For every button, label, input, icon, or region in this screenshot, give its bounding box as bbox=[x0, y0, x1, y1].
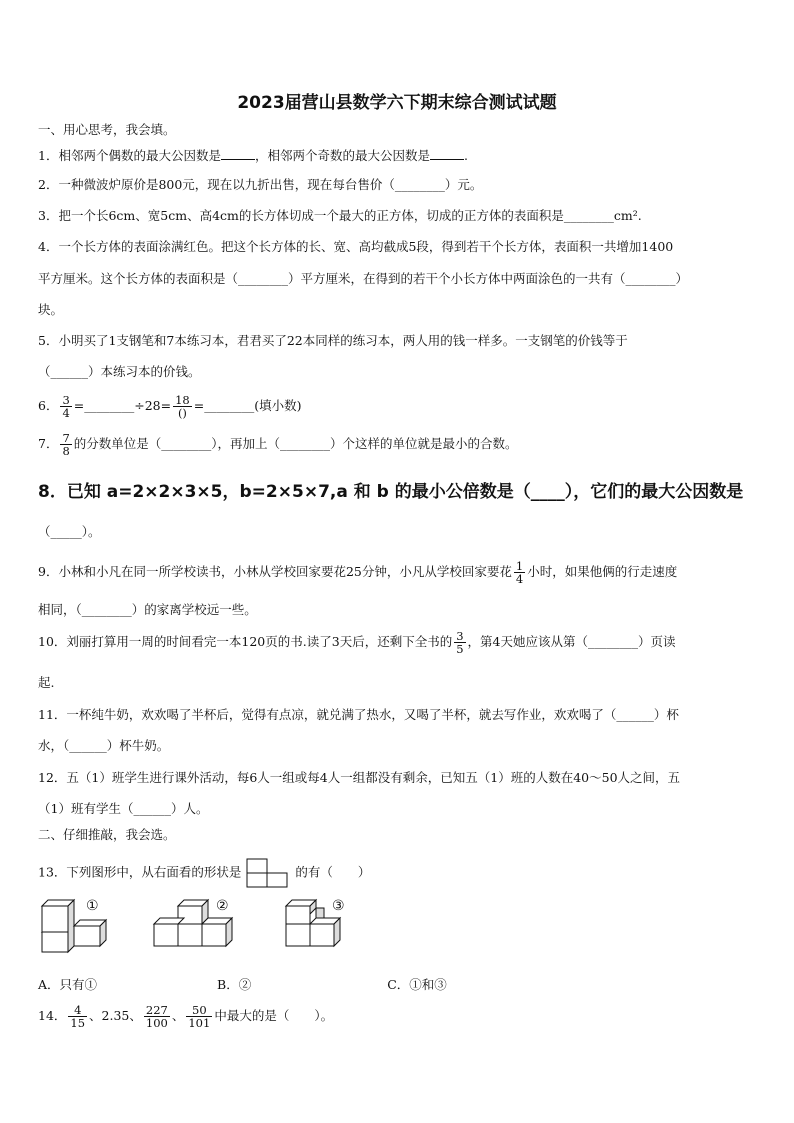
option-b[interactable]: B．② bbox=[217, 977, 252, 992]
question-11-line-2: 水，（______）杯牛奶。 bbox=[38, 738, 170, 753]
question-2: 2．一种微波炉原价是800元，现在以九折出售，现在每台售价（________）元。 bbox=[38, 177, 483, 192]
question-12-line-1: 12．五（1）班学生进行课外活动，每6人一组或每4人一组都没有剩余，已知五（1）班的人数在40～50人之间，五 bbox=[38, 770, 681, 785]
section-heading-2: 二、仔细推敲，我会选。 bbox=[38, 827, 176, 842]
fraction: $\frac{18}{()}$ bbox=[175, 393, 190, 421]
option-a[interactable]: A．只有① bbox=[38, 977, 98, 992]
question-13: 13．下列图形中，从右面看的形状是 的有（ ） bbox=[38, 858, 370, 888]
figure-label-2: ② bbox=[216, 898, 229, 914]
question-4-line-2: 平方厘米。这个长方体的表面积是（________）平方厘米，在得到的若干个小长方体中两面涂色的一共有（________） bbox=[38, 271, 689, 286]
question-1: 1．相邻两个偶数的最大公因数是 ，相邻两个奇数的最大公因数是 . bbox=[38, 148, 468, 163]
question-13-options bbox=[38, 979, 447, 992]
option-c[interactable]: C．①和③ bbox=[387, 977, 447, 992]
answer-blank[interactable] bbox=[430, 149, 464, 160]
question-10-line-1: 10．刘丽打算用一周的时间看完一本120页的书.读了3天后，还剩下全书的 $\frac{3}{5}$ ，第4天她应该从第（________）页读 bbox=[38, 629, 676, 657]
answer-blank[interactable] bbox=[221, 149, 255, 160]
question-10-line-2: 起. bbox=[38, 675, 55, 690]
question-9-line-2: 相同，（________）的家离学校远一些。 bbox=[38, 602, 257, 617]
page-title: 2023届营山县数学六下期末综合测试试题 bbox=[237, 93, 557, 113]
question-3: 3．把一个长6cm、宽5cm、高4cm的长方体切成一个最大的正方体，切成的正方体的表面积是________cm². bbox=[38, 208, 642, 223]
question-4-line-1: 4．一个长方体的表面涂满红色。把这个长方体的长、宽、高均截成5段，得到若干个长方体，表面积一共增加1400 bbox=[38, 239, 674, 254]
right-view-shape-icon bbox=[246, 858, 290, 888]
cube-figure-3 bbox=[282, 892, 362, 956]
fraction: $\frac{3}{4}$ bbox=[62, 393, 70, 421]
section-heading-1: 一、用心思考，我会填。 bbox=[38, 122, 176, 137]
cube-figure-1 bbox=[38, 892, 118, 956]
question-4-line-3: 块。 bbox=[38, 302, 64, 317]
question-5-line-2: （______）本练习本的价钱。 bbox=[38, 364, 201, 379]
cube-figure-2 bbox=[150, 892, 245, 956]
question-8-line-1: 8．已知 a=2×2×3×5，b=2×5×7,a 和 b 的最小公倍数是（____），它们的最大公因数是 bbox=[38, 482, 744, 502]
question-5-line-1: 5．小明买了1支钢笔和7本练习本，君君买了22本同样的练习本，两人用的钱一样多。一支钢笔的价钱等于 bbox=[38, 333, 628, 348]
question-8-line-2: （_____）。 bbox=[38, 524, 101, 539]
fraction: $\frac{227}{100}$ bbox=[145, 1003, 168, 1031]
question-9-line-1: 9．小林和小凡在同一所学校读书，小林从学校回家要花25分钟，小凡从学校回家要花 $\frac{1}{4}$ 小时，如果他俩的行走速度 bbox=[38, 559, 678, 587]
question-7: 7． $\frac{7}{8}$ 的分数单位是（________），再加上（________）个这样的单位就是最小的合数。 bbox=[38, 431, 518, 459]
question-12-line-2: （1）班有学生（______）人。 bbox=[38, 801, 209, 816]
figure-label-1: ① bbox=[86, 898, 99, 914]
question-11-line-1: 11．一杯纯牛奶，欢欢喝了半杯后，觉得有点凉，就兑满了热水，又喝了半杯，就去写作业，欢欢喝了（______）杯 bbox=[38, 707, 679, 722]
fraction: $\frac{4}{15}$ bbox=[70, 1003, 86, 1031]
fraction: $\frac{1}{4}$ bbox=[515, 559, 524, 587]
fraction: $\frac{7}{8}$ bbox=[62, 431, 70, 459]
fraction: $\frac{50}{101}$ bbox=[188, 1003, 211, 1031]
question-14: 14． $\frac{4}{15}$ 、2.35、 $\frac{227}{100}$ 、 $\frac{50}{101}$ 中最大的是（ ）。 bbox=[38, 1003, 334, 1031]
figure-label-3: ③ bbox=[332, 898, 345, 914]
fraction: $\frac{3}{5}$ bbox=[456, 629, 464, 657]
question-6: 6． $\frac{3}{4}$ =________÷28= $\frac{18}{()}$ =________(填小数) bbox=[38, 393, 302, 421]
